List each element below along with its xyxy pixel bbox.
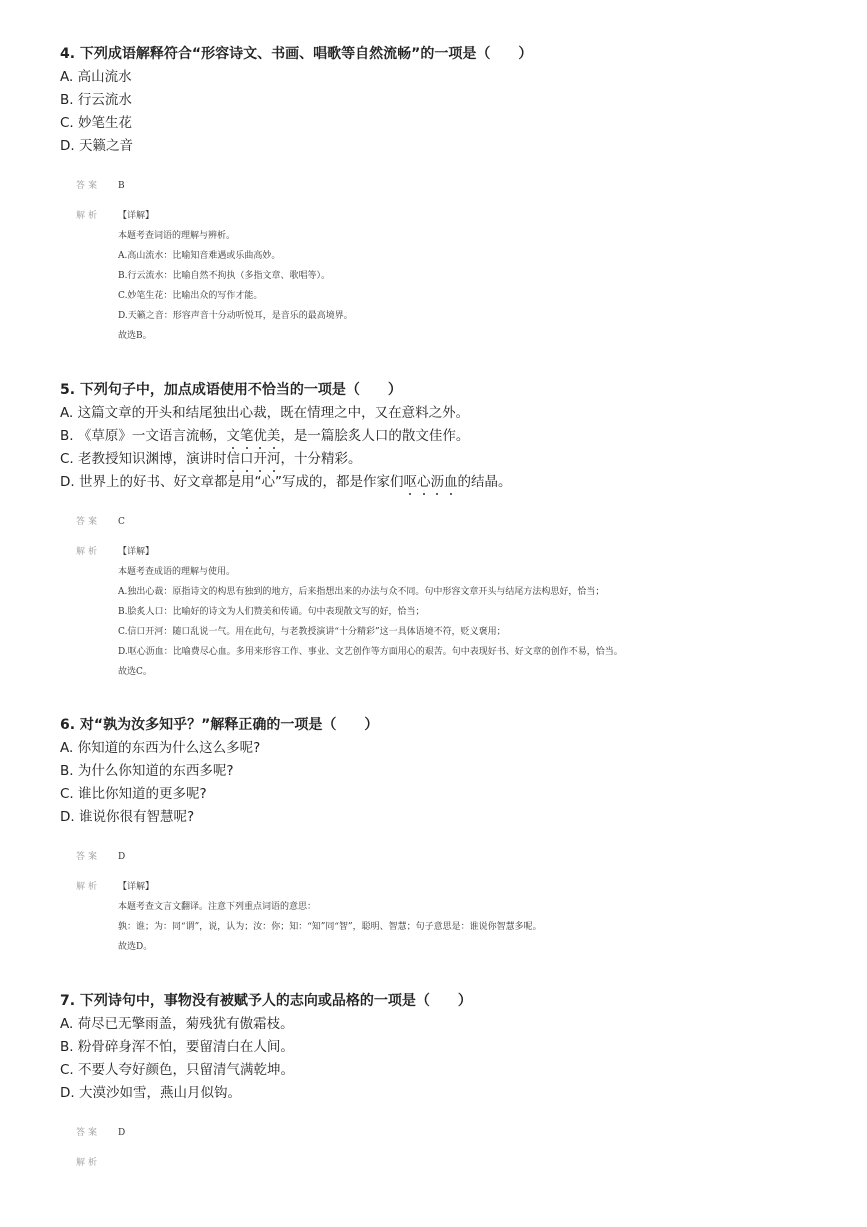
explanation-line: A.高山流水：比喻知音难遇或乐曲高妙。 [118, 251, 281, 261]
answer-label: 答案 [76, 181, 101, 191]
option-text: ，是一篇脍炙人口的散文佳作。 [280, 428, 470, 444]
dotted-idiom [403, 474, 457, 490]
question-stem: 5. 下列句子中，加点成语使用不恰当的一项是（ ） [60, 382, 402, 398]
option-d [60, 471, 840, 494]
answer-value: D [118, 1128, 126, 1138]
dotted-idiom [226, 428, 280, 444]
dotted-char: 心 [416, 474, 431, 490]
option-a [60, 402, 840, 425]
question-7 [60, 991, 840, 1173]
explanation-line: 故选D。 [118, 942, 153, 952]
option-text: D. 世界上的好书、好文章都是用“心”写成的，都是作家们 [60, 474, 404, 490]
dotted-char: 沥 [430, 474, 444, 490]
answer-value: D [118, 852, 126, 862]
explanation-line: 【详解】 [118, 211, 155, 221]
explanation-line: 本题考查文言文翻译。注意下列重点词语的意思： [118, 902, 317, 912]
dotted-char: 优 [253, 428, 267, 444]
dotted-char: 呕 [403, 474, 417, 490]
option-c [60, 448, 840, 471]
dotted-char: 美 [266, 428, 281, 444]
option-b: B. 为什么你知道的东西多呢? [60, 763, 234, 779]
option-text: B. 《草原》一文语言流畅， [60, 428, 227, 444]
answer-value: B [118, 181, 125, 191]
explanation-line: B.脍炙人口：比喻好的诗文为人们赞美和传诵。句中表现散文写的好，恰当； [118, 607, 425, 617]
explanation-body [118, 877, 840, 957]
explanation-line: 【详解】 [118, 882, 155, 892]
question-stem: 7. 下列诗句中，事物没有被赋予人的志向或品格的一项是（ ） [60, 993, 472, 1009]
option-b: B. 粉骨碎身浑不怕，要留清白在人间。 [60, 1039, 294, 1055]
explanation-line: C.妙笔生花：比喻出众的写作才能。 [118, 291, 263, 301]
dotted-char: 文 [226, 428, 240, 444]
explanation-body [118, 206, 840, 346]
option-a: A. 高山流水 [60, 69, 132, 85]
option-text: A. 这篇文章的开头和结尾独出心裁，既在情理之中，又在意料之外。 [60, 405, 470, 421]
explanation-line: 本题考查成语的理解与使用。 [118, 567, 236, 577]
explanation-label: 解析 [76, 1158, 101, 1168]
explanation-row [76, 542, 840, 682]
explanation-line: 本题考查词语的理解与辨析。 [118, 231, 236, 241]
explanation-line: D.呕心沥血：比喻费尽心血。多用来形容工作、事业、文艺创作等方面用心的艰苦。句中表现好书、好文章的创作不易，恰当。 [118, 647, 623, 657]
explanation-line: 故选B。 [118, 331, 152, 341]
explanation-line: 【详解】 [118, 547, 155, 557]
answer-row [76, 1125, 840, 1145]
answer-row [76, 849, 840, 869]
dotted-char: 血 [443, 474, 458, 490]
option-a: A. 你知道的东西为什么这么多呢? [60, 740, 261, 756]
dotted-idiom [227, 451, 281, 467]
dotted-char: 河 [267, 451, 281, 467]
explanation-row [76, 1153, 840, 1173]
dotted-char: 开 [253, 451, 268, 467]
option-text: 的结晶。 [457, 474, 512, 490]
dotted-char: 笔 [239, 428, 254, 444]
explanation-line: 故选C。 [118, 667, 152, 677]
answer-label: 答案 [76, 852, 101, 862]
option-text: C. 老教授知识渊博，演讲时 [60, 451, 227, 467]
explanation-row [76, 877, 840, 957]
option-d: D. 天籁之音 [60, 138, 133, 154]
explanation-line: 孰：谁；为：同“谓”，说，认为；汝：你；知：“知”同“智”，聪明、智慧；句子意思是：谁说你智慧多呢。 [118, 922, 542, 932]
explanation-body [118, 542, 840, 682]
answer-value: C [118, 517, 125, 527]
question-stem: 6. 对“孰为汝多知乎？”解释正确的一项是（ ） [60, 717, 379, 733]
question-4 [60, 44, 840, 346]
option-c: C. 妙笔生花 [60, 115, 133, 131]
option-c: C. 不要人夸好颜色，只留清气满乾坤。 [60, 1062, 295, 1078]
dotted-char: 信 [226, 451, 241, 467]
explanation-body [118, 1153, 840, 1173]
explanation-label: 解析 [76, 547, 101, 557]
explanation-line: B.行云流水：比喻自然不拘执（多指文章、歌唱等）。 [118, 271, 330, 281]
option-d: D. 大漠沙如雪，燕山月似钩。 [60, 1085, 241, 1101]
question-5 [60, 380, 840, 682]
explanation-line: A.独出心裁：原指诗文的构思有独到的地方，后来指想出来的办法与众不同。句中形容文章开头与结尾方法构思好，恰当； [118, 587, 605, 597]
answer-label: 答案 [76, 517, 101, 527]
question-6 [60, 715, 840, 957]
option-d: D. 谁说你很有智慧呢? [60, 809, 195, 825]
option-b: B. 行云流水 [60, 92, 132, 108]
explanation-label: 解析 [76, 211, 101, 221]
option-c: C. 谁比你知道的更多呢? [60, 786, 207, 802]
explanation-line: D.天籁之音：形容声音十分动听悦耳，是音乐的最高境界。 [118, 311, 353, 321]
answer-row [76, 178, 840, 198]
explanation-label: 解析 [76, 882, 101, 892]
explanation-row [76, 206, 840, 346]
answer-label: 答案 [76, 1128, 101, 1138]
option-b [60, 425, 840, 448]
explanation-line: C.信口开河：随口乱说一气。用在此句，与老教授演讲“十分精彩”这一具体语境不符，贬义褒用； [118, 627, 506, 637]
dotted-char: 口 [240, 451, 254, 467]
option-a: A. 荷尽已无擎雨盖，菊残犹有傲霜枝。 [60, 1016, 294, 1032]
answer-row [76, 514, 840, 534]
question-stem: 4. 下列成语解释符合“形容诗文、书画、唱歌等自然流畅”的一项是（ ） [60, 46, 533, 62]
option-text: ，十分精彩。 [280, 451, 362, 467]
